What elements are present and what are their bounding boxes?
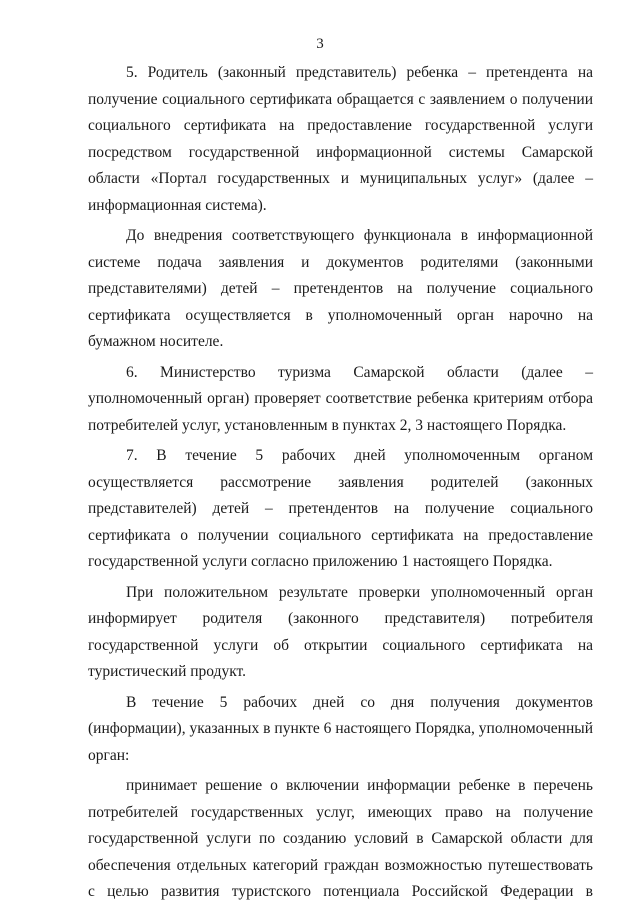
- paragraph-within-5-days: В течение 5 рабочих дней со дня получения документов (информации), указанных в пункте 6 настоящего Порядка, уполномоченный орган:: [88, 693, 593, 764]
- paragraph-positive-result: При положительном результате проверки уполномоченный орган информирует родителя (законного представителя) потребителя государственной услуги об открытии социального сертификата на туристический продукт.: [88, 583, 593, 680]
- paragraph-item-7: 7. В течение 5 рабочих дней уполномоченным органом осуществляется рассмотрение заявления родителей (законных представителей) детей – претендентов на получение социального сертификата о получении социального сертификата на предоставление государственной услуги согласно приложению 1 настоящего Порядка.: [88, 447, 593, 570]
- paragraph-decision: принимает решение о включении информации ребенке в перечень потребителей государственных услуг, имеющих право на получение государственной услуги по созданию условий в Самарской области для обеспечения отдельных категорий граждан возможностью путешествовать с целью развития туристского потенциала Российской Федерации в: [88, 777, 593, 900]
- paragraph-submission-before-implementation: До внедрения соответствующего функционала в информационной системе подача заявления и документов родителями (законными представителями) детей – претендентов на получение социального сертификата осуществляется в уполномоченный орган нарочно на бумажном носителе.: [88, 227, 593, 350]
- paragraph-item-5: 5. Родитель (законный представитель) ребенка – претендента на получение социального сертификата обращается с заявлением о получении социального сертификата на предоставление государственной услуги посредством государственной информационной системы Самарской области «Портал государственных и муниципальных услуг» (далее – информационная система).: [88, 64, 593, 214]
- paragraph-item-6: 6. Министерство туризма Самарской области (далее – уполномоченный орган) проверяет соответствие ребенка критериям отбора потребителей услуг, установленным в пунктах 2, 3 настоящего Порядка.: [88, 363, 593, 434]
- document-body: [88, 60, 593, 906]
- page-number: 3: [316, 36, 324, 52]
